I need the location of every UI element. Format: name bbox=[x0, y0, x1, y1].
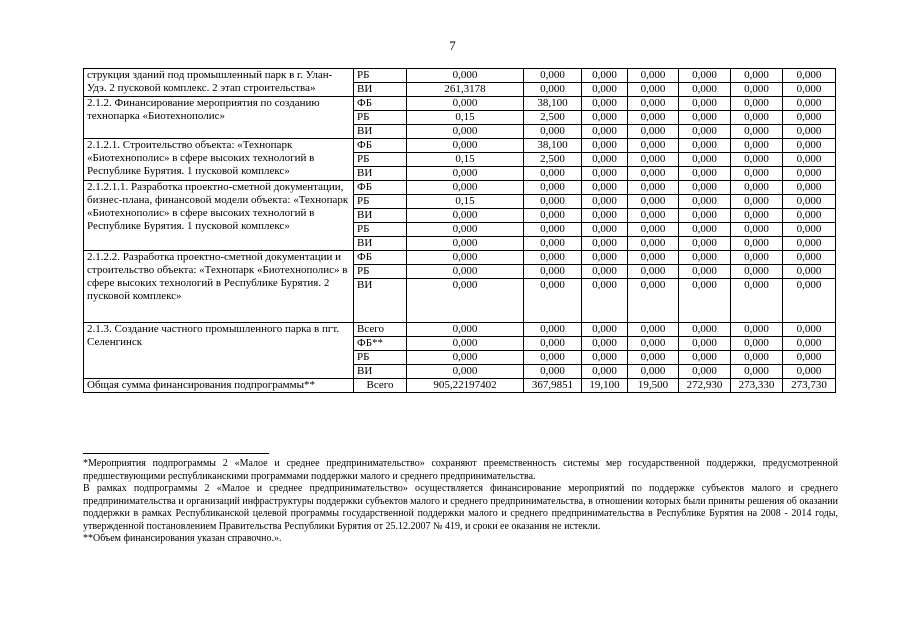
table-row bbox=[84, 97, 836, 111]
value-cell: 0,000 bbox=[783, 97, 836, 111]
value-cell: 0,000 bbox=[679, 195, 731, 209]
value-cell: 0,000 bbox=[628, 125, 679, 139]
value-cell: 0,000 bbox=[679, 111, 731, 125]
value-cell: 0,000 bbox=[679, 365, 731, 379]
value-cell: 0,000 bbox=[679, 167, 731, 181]
value-cell: 0,000 bbox=[524, 223, 582, 237]
value-cell: 0,000 bbox=[679, 69, 731, 83]
value-cell: 0,000 bbox=[407, 167, 524, 181]
value-cell: 0,000 bbox=[524, 167, 582, 181]
funding-source-cell: ФБ** bbox=[354, 337, 407, 351]
value-cell: 0,000 bbox=[731, 223, 783, 237]
value-cell: 0,000 bbox=[783, 323, 836, 337]
value-cell: 0,000 bbox=[524, 209, 582, 223]
value-cell: 261,3178 bbox=[407, 83, 524, 97]
funding-source-cell: ВИ bbox=[354, 125, 407, 139]
value-cell: 0,000 bbox=[582, 323, 628, 337]
value-cell: 0,000 bbox=[582, 279, 628, 323]
value-cell: 0,000 bbox=[628, 223, 679, 237]
value-cell: 0,000 bbox=[582, 209, 628, 223]
funding-source-cell: ФБ bbox=[354, 97, 407, 111]
value-cell: 0,000 bbox=[628, 237, 679, 251]
value-cell: 0,000 bbox=[731, 97, 783, 111]
value-cell: 0,000 bbox=[407, 125, 524, 139]
value-cell: 0,000 bbox=[628, 323, 679, 337]
value-cell: 0,000 bbox=[731, 153, 783, 167]
value-cell: 0,000 bbox=[731, 351, 783, 365]
page-number: 7 bbox=[449, 38, 456, 53]
value-cell: 0,000 bbox=[628, 337, 679, 351]
value-cell: 0,000 bbox=[628, 181, 679, 195]
value-cell: 0,000 bbox=[407, 139, 524, 153]
value-cell: 0,000 bbox=[582, 139, 628, 153]
total-label-cell: Общая сумма финансирования подпрограммы** bbox=[84, 379, 354, 393]
value-cell: 0,000 bbox=[731, 323, 783, 337]
value-cell: 0,000 bbox=[783, 83, 836, 97]
value-cell: 0,000 bbox=[407, 337, 524, 351]
value-cell: 0,000 bbox=[679, 83, 731, 97]
value-cell: 0,000 bbox=[628, 167, 679, 181]
value-cell: 0,000 bbox=[731, 209, 783, 223]
value-cell: 0,000 bbox=[407, 265, 524, 279]
value-cell: 0,000 bbox=[628, 139, 679, 153]
value-cell: 0,000 bbox=[628, 209, 679, 223]
total-row bbox=[84, 379, 836, 393]
funding-source-cell: РБ bbox=[354, 195, 407, 209]
value-cell: 38,100 bbox=[524, 139, 582, 153]
value-cell: 0,000 bbox=[524, 365, 582, 379]
total-value-cell: 272,930 bbox=[679, 379, 731, 393]
value-cell: 0,000 bbox=[679, 153, 731, 167]
value-cell: 0,000 bbox=[582, 337, 628, 351]
value-cell: 0,000 bbox=[407, 97, 524, 111]
value-cell: 0,000 bbox=[731, 125, 783, 139]
value-cell: 2,500 bbox=[524, 111, 582, 125]
value-cell: 0,000 bbox=[783, 181, 836, 195]
value-cell: 0,000 bbox=[524, 237, 582, 251]
value-cell: 0,000 bbox=[731, 69, 783, 83]
value-cell: 0,000 bbox=[407, 223, 524, 237]
value-cell: 38,100 bbox=[524, 97, 582, 111]
value-cell: 0,000 bbox=[783, 251, 836, 265]
funding-source-cell: РБ bbox=[354, 111, 407, 125]
value-cell: 0,000 bbox=[524, 251, 582, 265]
funding-source-cell: РБ bbox=[354, 351, 407, 365]
table-row bbox=[84, 69, 836, 83]
value-cell: 0,000 bbox=[628, 351, 679, 365]
activity-name-cell: 2.1.2.1. Строительство объекта: «Технопарк «Биотехнополис» в сфере высоких технологий в Республике Бурятия. 1 пусковой комплекс» bbox=[84, 139, 354, 181]
value-cell: 0,000 bbox=[628, 279, 679, 323]
total-source-cell: Всего bbox=[354, 379, 407, 393]
value-cell: 0,000 bbox=[524, 279, 582, 323]
value-cell: 0,000 bbox=[731, 265, 783, 279]
value-cell: 0,000 bbox=[407, 181, 524, 195]
value-cell: 0,000 bbox=[783, 223, 836, 237]
value-cell: 0,15 bbox=[407, 153, 524, 167]
total-value-cell: 273,730 bbox=[783, 379, 836, 393]
value-cell: 0,000 bbox=[731, 167, 783, 181]
value-cell: 0,000 bbox=[628, 83, 679, 97]
value-cell: 0,000 bbox=[783, 153, 836, 167]
value-cell: 0,000 bbox=[628, 153, 679, 167]
value-cell: 0,000 bbox=[582, 181, 628, 195]
value-cell: 0,000 bbox=[679, 251, 731, 265]
value-cell: 0,000 bbox=[582, 365, 628, 379]
value-cell: 0,000 bbox=[582, 125, 628, 139]
value-cell: 0,000 bbox=[679, 323, 731, 337]
value-cell: 0,000 bbox=[783, 365, 836, 379]
value-cell: 0,000 bbox=[731, 181, 783, 195]
value-cell: 0,000 bbox=[582, 153, 628, 167]
value-cell: 0,000 bbox=[582, 167, 628, 181]
footnote-separator bbox=[83, 453, 269, 454]
value-cell: 0,000 bbox=[783, 111, 836, 125]
value-cell: 0,000 bbox=[731, 365, 783, 379]
value-cell: 0,000 bbox=[731, 279, 783, 323]
value-cell: 0,000 bbox=[407, 323, 524, 337]
funding-source-cell: ФБ bbox=[354, 251, 407, 265]
value-cell: 0,000 bbox=[783, 209, 836, 223]
value-cell: 0,000 bbox=[783, 265, 836, 279]
value-cell: 0,000 bbox=[628, 265, 679, 279]
value-cell: 0,000 bbox=[407, 209, 524, 223]
value-cell: 0,000 bbox=[582, 69, 628, 83]
value-cell: 0,000 bbox=[524, 323, 582, 337]
value-cell: 0,000 bbox=[628, 69, 679, 83]
total-value-cell: 273,330 bbox=[731, 379, 783, 393]
funding-source-cell: ВИ bbox=[354, 365, 407, 379]
value-cell: 0,000 bbox=[582, 351, 628, 365]
value-cell: 0,000 bbox=[783, 139, 836, 153]
table-row bbox=[84, 181, 836, 195]
value-cell: 0,000 bbox=[524, 195, 582, 209]
value-cell: 0,000 bbox=[783, 279, 836, 323]
value-cell: 0,000 bbox=[679, 237, 731, 251]
activity-name-cell: струкция зданий под промышленный парк в г. Улан-Удэ. 2 пусковой комплекс. 2 этап строительства» bbox=[84, 69, 354, 97]
value-cell: 0,000 bbox=[783, 69, 836, 83]
value-cell: 0,000 bbox=[407, 237, 524, 251]
value-cell: 0,15 bbox=[407, 111, 524, 125]
value-cell: 0,000 bbox=[407, 351, 524, 365]
total-value-cell: 367,9851 bbox=[524, 379, 582, 393]
value-cell: 0,000 bbox=[731, 337, 783, 351]
value-cell: 0,000 bbox=[407, 365, 524, 379]
value-cell: 0,000 bbox=[582, 111, 628, 125]
value-cell: 0,000 bbox=[679, 139, 731, 153]
value-cell: 0,000 bbox=[628, 365, 679, 379]
value-cell: 0,000 bbox=[783, 125, 836, 139]
value-cell: 0,000 bbox=[524, 351, 582, 365]
funding-source-cell: ВИ bbox=[354, 209, 407, 223]
value-cell: 0,000 bbox=[524, 337, 582, 351]
funding-source-cell: ВИ bbox=[354, 279, 407, 323]
value-cell: 0,000 bbox=[783, 337, 836, 351]
table-row bbox=[84, 323, 836, 337]
value-cell: 0,000 bbox=[679, 351, 731, 365]
funding-source-cell: ВИ bbox=[354, 83, 407, 97]
value-cell: 0,000 bbox=[628, 97, 679, 111]
value-cell: 0,000 bbox=[524, 265, 582, 279]
value-cell: 0,000 bbox=[679, 279, 731, 323]
value-cell: 0,000 bbox=[582, 251, 628, 265]
value-cell: 0,000 bbox=[731, 139, 783, 153]
value-cell: 0,15 bbox=[407, 195, 524, 209]
funding-source-cell: РБ bbox=[354, 69, 407, 83]
value-cell: 0,000 bbox=[628, 111, 679, 125]
value-cell: 0,000 bbox=[783, 195, 836, 209]
value-cell: 2,500 bbox=[524, 153, 582, 167]
value-cell: 0,000 bbox=[731, 111, 783, 125]
value-cell: 0,000 bbox=[679, 223, 731, 237]
activity-name-cell: 2.1.2.1.1. Разработка проектно-сметной документации, бизнес-плана, финансовой модели объекта: «Технопарк «Биотехнополис» в сфере высоких технологий в Республике Бурятия. 1 пусковой комплекс» bbox=[84, 181, 354, 251]
value-cell: 0,000 bbox=[679, 125, 731, 139]
value-cell: 0,000 bbox=[731, 237, 783, 251]
value-cell: 0,000 bbox=[783, 167, 836, 181]
value-cell: 0,000 bbox=[731, 251, 783, 265]
value-cell: 0,000 bbox=[407, 69, 524, 83]
value-cell: 0,000 bbox=[524, 181, 582, 195]
value-cell: 0,000 bbox=[679, 337, 731, 351]
funding-source-cell: ФБ bbox=[354, 181, 407, 195]
value-cell: 0,000 bbox=[582, 83, 628, 97]
value-cell: 0,000 bbox=[679, 181, 731, 195]
funding-source-cell: РБ bbox=[354, 153, 407, 167]
table-row bbox=[84, 139, 836, 153]
value-cell: 0,000 bbox=[582, 195, 628, 209]
funding-source-cell: ВИ bbox=[354, 167, 407, 181]
value-cell: 0,000 bbox=[628, 251, 679, 265]
value-cell: 0,000 bbox=[524, 83, 582, 97]
funding-source-cell: ВИ bbox=[354, 237, 407, 251]
footnote-3: **Объем финансирования указан справочно.». bbox=[83, 533, 282, 544]
activity-name-cell: 2.1.2. Финансирование мероприятия по созданию технопарка «Биотехнополис» bbox=[84, 97, 354, 139]
value-cell: 0,000 bbox=[628, 195, 679, 209]
value-cell: 0,000 bbox=[679, 265, 731, 279]
value-cell: 0,000 bbox=[679, 97, 731, 111]
value-cell: 0,000 bbox=[679, 209, 731, 223]
value-cell: 0,000 bbox=[783, 237, 836, 251]
funding-source-cell: РБ bbox=[354, 223, 407, 237]
value-cell: 0,000 bbox=[407, 251, 524, 265]
value-cell: 0,000 bbox=[582, 97, 628, 111]
value-cell: 0,000 bbox=[582, 265, 628, 279]
funding-source-cell: Всего bbox=[354, 323, 407, 337]
total-value-cell: 19,500 bbox=[628, 379, 679, 393]
footnotes bbox=[83, 458, 838, 546]
total-value-cell: 905,22197402 bbox=[407, 379, 524, 393]
footnote-1: *Мероприятия подпрограммы 2 «Малое и среднее предпринимательство» сохраняют преемственность системы мер государственной поддержки, предусмотренной предшествующими республиканскими программами поддержки малого и среднего предпринимательства. bbox=[83, 458, 838, 482]
funding-source-cell: ФБ bbox=[354, 139, 407, 153]
total-value-cell: 19,100 bbox=[582, 379, 628, 393]
table-row bbox=[84, 251, 836, 265]
value-cell: 0,000 bbox=[731, 83, 783, 97]
value-cell: 0,000 bbox=[582, 237, 628, 251]
value-cell: 0,000 bbox=[524, 69, 582, 83]
value-cell: 0,000 bbox=[524, 125, 582, 139]
activity-name-cell: 2.1.2.2. Разработка проектно-сметной документации и строительство объекта: «Технопарк «Биотехнополис» в сфере высоких технологий в Республике Бурятия. 2 пусковой комплекс» bbox=[84, 251, 354, 323]
financing-table bbox=[83, 68, 836, 393]
value-cell: 0,000 bbox=[582, 223, 628, 237]
value-cell: 0,000 bbox=[407, 279, 524, 323]
footnote-2: В рамках подпрограммы 2 «Малое и среднее предпринимательство» осуществляется финансирование мероприятий по поддержке субъектов малого и среднего предпринимательства и организаций инфраструктуры поддержки субъектов малого и среднего предпринимательства, в отношении которых были приняты решения об оказании поддержки в рамках Республиканской целевой программы государственной поддержки малого и среднего предпринимательства в Республике Бурятия на 2008 - 2014 годы, утвержденной постановлением Правительства Республики Бурятия от 25.12.2007 № 419, и сроки ее оказания не истекли. bbox=[83, 483, 838, 532]
value-cell: 0,000 bbox=[731, 195, 783, 209]
funding-source-cell: РБ bbox=[354, 265, 407, 279]
value-cell: 0,000 bbox=[783, 351, 836, 365]
activity-name-cell: 2.1.3. Создание частного промышленного парка в пгт. Селенгинск bbox=[84, 323, 354, 379]
